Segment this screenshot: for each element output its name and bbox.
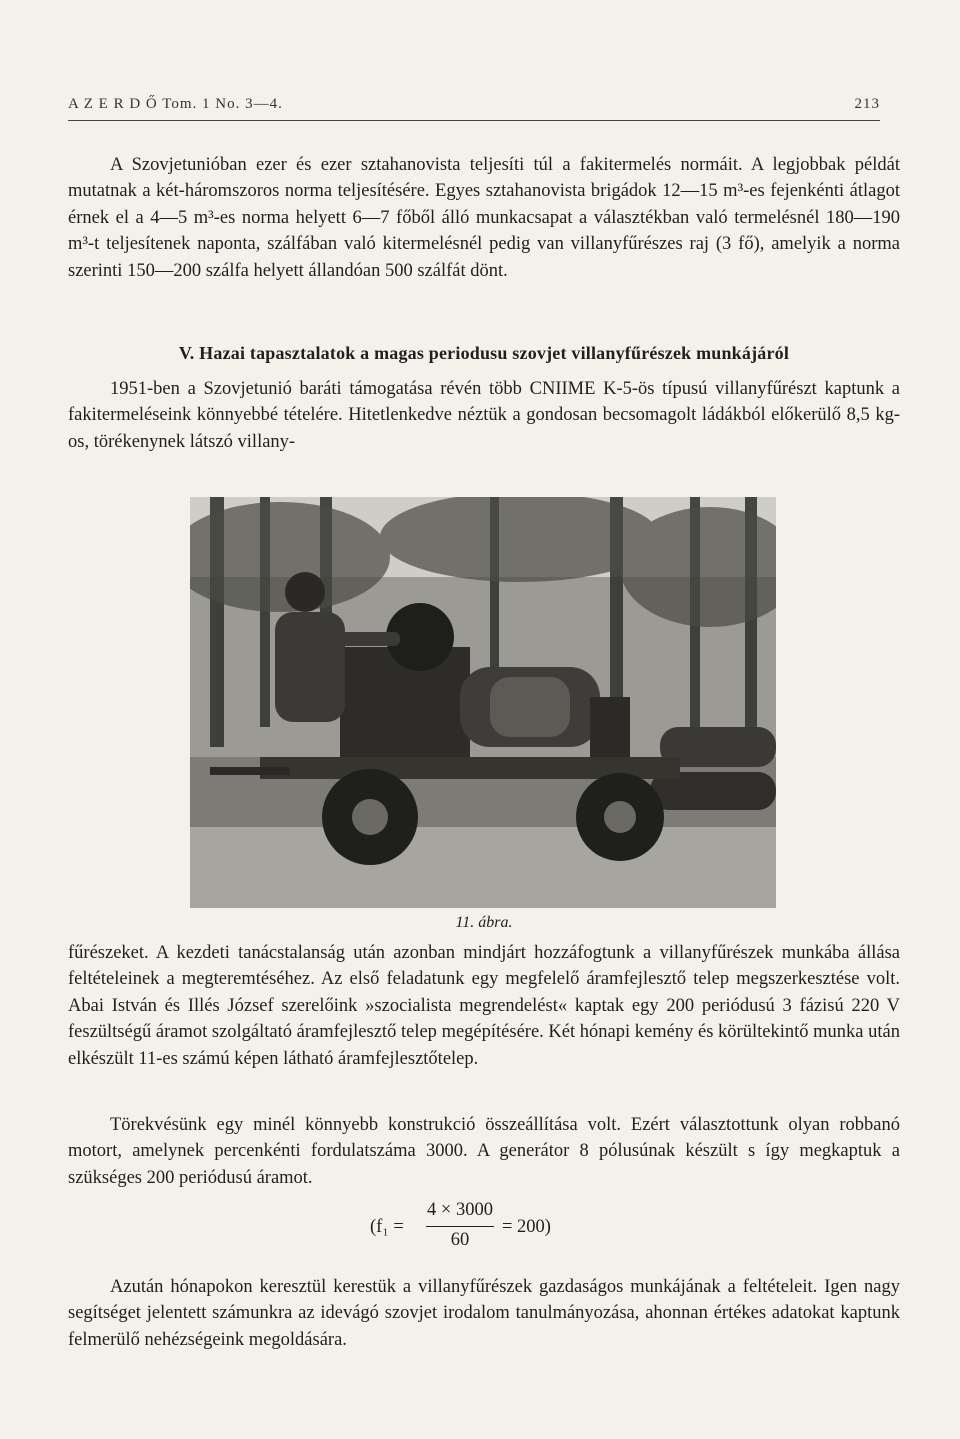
figure-caption: 11. ábra. [455,914,513,931]
paragraph-text: fűrészeket. A kezdeti tanácstalanság után azonban mindjárt hozzáfogtunk a villanyfűrészek munkába állása feltételeinek a megteremtéséhez. Az első feladatunk egy megfelelő áramfejlesztő telep megszerkesztése volt. Abai István és Illés József szerelőink »szocialista megrendelést« kaptak egy 200 periódusú 3 fázisú 220 V feszültségű áramot szolgáltató áramfejlesztő telep megépítésére. Két hónapi kemény és körültekintő munka után elkészült 11-es számú képen látható áramfejlesztőtelep. [68,943,900,1069]
paragraph-text: A Szovjetunióban ezer és ezer sztahanovista teljesíti túl a fakitermelés normáit. A legjobbak példát mutatnak a két-háromszoros norma teljesítésére. Egyes sztahanovista brigádok 12—15 m³-es fejenkénti átlagot érnek el a 4—5 m³-es norma helyett 6—7 főből álló munkacsapat a választékban való termelésnél 180—190 m³-t teljesítenek naponta, szálfában való kitermelésnél pedig van villanyfűrészes raj (3 fő), amelyik a norma szerinti 150—200 szálfa helyett állandóan 500 szálfát dönt. [68,155,900,281]
formula-lhs: (f₁ = [370,1217,404,1237]
paragraph-engine [68,1112,900,1191]
fraction-bar [426,1226,494,1227]
section-heading: V. Hazai tapasztalatok a magas periodusu szovjet villanyfűrészek munkájáról [178,343,790,363]
photo-illustration [190,497,776,908]
paragraph-intro [68,152,900,284]
generator-photo [190,497,776,908]
paragraph-literature [68,1274,900,1353]
paragraph-text: 1951-ben a Szovjetunió baráti támogatása révén több CNIIME K-5-ös típusú villanyfűrészt kaptunk a fakitermeléseink könnyebbé tételére. Hitetlenkedve néztük a gondosan becsomagolt ládákból előkerülő 8,5 kg-os, törékenynek látszó villany- [68,379,900,452]
frequency-formula [370,1200,610,1260]
formula-rhs: = 200) [502,1217,551,1237]
formula-denominator: 60 [450,1230,470,1250]
paragraph-text: Azután hónapokon keresztül kerestük a villanyfűrészek gazdaságos munkájának a feltételeit. Igen nagy segítséget jelentett számunkra az idevágó szovjet irodalom tanulmányozása, ahonnan értékes adatokat kaptunk felmerülő nehézségeink megoldására. [68,1277,900,1350]
page-number: 213 [854,96,880,112]
paragraph-generator [68,940,900,1072]
header-rule [68,120,880,121]
paragraph-1951 [68,376,900,455]
journal-title: A Z E R D Ő Tom. 1 No. 3—4. [68,96,283,112]
running-header [68,96,880,113]
formula-numerator: 4 × 3000 [427,1200,493,1220]
paragraph-text: Törekvésünk egy minél könnyebb konstrukció összeállítása volt. Ezért választottunk olyan robbanó motort, amelynek percenkénti fordulatszáma 3000. A generátor 8 pólusúnak készült s így megkaptuk a szükséges 200 periódusú áramot. [68,1115,900,1188]
